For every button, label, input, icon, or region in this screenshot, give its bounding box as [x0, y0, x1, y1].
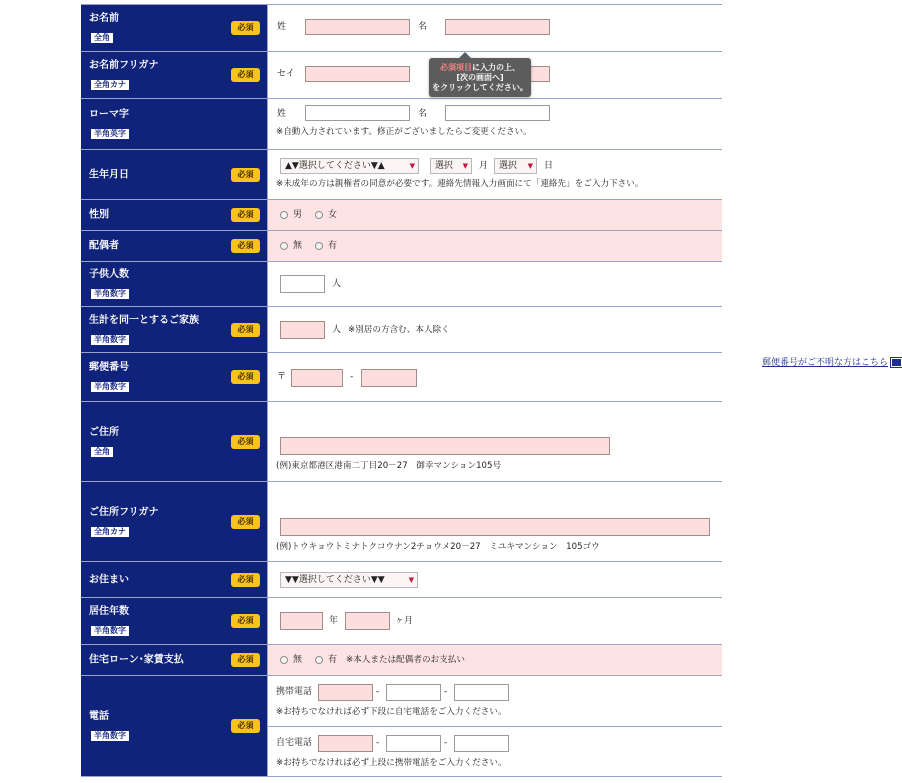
era-year-select[interactable] [280, 158, 419, 174]
row-sex [81, 200, 722, 231]
required-badge: 必須 [231, 168, 260, 182]
radio-spouse-no[interactable] [280, 242, 288, 250]
required-badge: 必須 [231, 208, 260, 222]
radio-male[interactable] [280, 211, 288, 219]
field-label: 性別 [89, 209, 109, 221]
month-unit: 月 [479, 161, 489, 171]
label-cell [81, 99, 267, 149]
sei-kana-label: セイ [277, 69, 295, 79]
home-phone-label: 自宅電話 [276, 738, 313, 748]
value-cell [267, 353, 889, 401]
day-select[interactable] [494, 158, 537, 174]
value-cell [267, 262, 722, 306]
home-phone-section [268, 727, 722, 777]
sei-label: 姓 [277, 22, 287, 32]
value-cell [267, 150, 722, 199]
row-children [81, 262, 722, 307]
required-badge: 必須 [231, 21, 260, 35]
radio-female-label: 女 [328, 210, 338, 220]
required-badge: 必須 [231, 239, 260, 253]
label-cell [81, 52, 267, 98]
row-household [81, 307, 722, 353]
household-unit: 人 [332, 325, 342, 335]
chevron-down-icon: ▼ [527, 162, 533, 170]
household-count-input[interactable] [280, 321, 325, 339]
row-address-kana [81, 482, 722, 562]
registration-form [81, 4, 889, 777]
row-housing [81, 562, 722, 598]
value-cell [267, 307, 722, 352]
input-type-tag: 半角英字 [91, 129, 129, 139]
residence-years-input[interactable] [280, 612, 323, 630]
label-cell [81, 150, 267, 199]
tooltip-highlight: 必須項目 [440, 63, 472, 72]
children-count-input[interactable] [280, 275, 325, 293]
value-cell [267, 676, 722, 776]
row-postal [81, 353, 889, 402]
months-unit: ヶ月 [395, 616, 414, 626]
required-badge: 必須 [231, 515, 260, 529]
field-label: ご住所フリガナ [89, 506, 159, 518]
field-label: 住宅ローン･家賃支払 [89, 654, 184, 666]
label-cell [81, 676, 267, 776]
birth-note: ※未成年の方は親権者の同意が必要です。連絡先情報入力画面にて「連絡先」をご入力下さい。 [276, 179, 644, 189]
required-badge: 必須 [231, 653, 260, 667]
input-type-tag: 半角数字 [91, 335, 129, 345]
chevron-down-icon: ▼ [462, 162, 468, 170]
romaji-note: ※自動入力されています。修正がございましたらご変更ください。 [276, 127, 532, 137]
loan-note: ※本人または配偶者のお支払い [346, 655, 465, 665]
housing-select-value: ▼▼選択してください▼▼ [285, 575, 385, 585]
address-input[interactable] [280, 437, 610, 455]
label-cell [81, 262, 267, 306]
housing-select[interactable] [280, 572, 418, 588]
radio-loan-yes-label: 有 [328, 655, 338, 665]
label-cell [81, 231, 267, 261]
address-example: (例)東京都港区港南二丁目20－27 御幸マンション105号 [276, 461, 502, 471]
required-badge: 必須 [231, 614, 260, 628]
row-phone [81, 676, 722, 777]
value-cell [267, 482, 722, 561]
value-cell [267, 99, 722, 149]
address-kana-example: (例)トウキョウトミナトクコウナン2チョウメ20－27 ミユキマンション 105ゴウ [276, 542, 600, 552]
value-cell [267, 200, 722, 230]
field-label: 生計を同一とするご家族 [89, 314, 199, 326]
last-name-input[interactable] [305, 19, 410, 35]
postal-lookup-link[interactable] [762, 357, 902, 369]
value-cell [267, 645, 722, 675]
value-cell [267, 5, 722, 51]
row-name [81, 5, 722, 52]
label-cell [81, 200, 267, 230]
home-phone-part2-input[interactable] [386, 735, 441, 752]
radio-spouse-yes[interactable] [315, 242, 323, 250]
mobile-phone-label: 携帯電話 [276, 687, 313, 697]
field-label: お住まい [89, 574, 129, 585]
field-label: 電話 [89, 711, 109, 722]
row-loan [81, 645, 722, 676]
last-name-romaji-input[interactable] [305, 105, 410, 121]
chevron-down-icon: ▼ [408, 576, 414, 584]
month-select[interactable] [430, 158, 472, 174]
mobile-phone-note: ※お持ちでなければ必ず下段に自宅電話をご入力ください。 [276, 707, 507, 717]
required-badge: 必須 [231, 719, 260, 733]
row-birth [81, 150, 722, 200]
last-name-kana-input[interactable] [305, 66, 410, 82]
mei-label: 名 [418, 109, 428, 119]
home-phone-part3-input[interactable] [454, 735, 509, 752]
phone-separator: - [376, 687, 380, 697]
postal-code-first-input[interactable] [291, 369, 343, 387]
tooltip-line3: をクリックしてください。 [432, 83, 528, 92]
row-romaji [81, 99, 722, 150]
label-cell [81, 482, 267, 561]
first-name-input[interactable] [445, 19, 550, 35]
postal-separator: - [350, 372, 354, 382]
label-cell [81, 307, 267, 352]
input-type-tag: 半角数字 [91, 289, 129, 299]
tooltip-line1: に入力の上、 [472, 63, 520, 72]
field-label: お名前フリガナ [89, 60, 159, 71]
tooltip-line2: [次の画面へ] [456, 73, 504, 82]
field-label: 居住年数 [89, 606, 129, 617]
input-type-tag: 全角カナ [91, 527, 129, 537]
input-type-tag: 全角 [91, 447, 113, 457]
home-phone-part1-input[interactable] [318, 735, 373, 752]
value-cell [267, 402, 722, 481]
postal-code-second-input[interactable] [361, 369, 417, 387]
window-icon [891, 358, 902, 367]
field-label: 子供人数 [89, 269, 129, 280]
mobile-phone-section [268, 676, 722, 727]
day-select-value: 選択 [499, 161, 518, 171]
row-years [81, 598, 722, 645]
row-address [81, 402, 722, 482]
mobile-phone-part2-input[interactable] [386, 684, 441, 701]
input-type-tag: 半角数字 [91, 731, 129, 741]
phone-separator: - [444, 687, 448, 697]
postal-prefix: 〒 [277, 372, 287, 382]
input-type-tag: 半角数字 [91, 382, 129, 392]
required-badge: 必須 [231, 370, 260, 384]
label-cell [81, 645, 267, 675]
day-unit: 日 [544, 161, 554, 171]
required-tooltip [429, 58, 531, 97]
required-badge: 必須 [231, 435, 260, 449]
radio-female[interactable] [315, 211, 323, 219]
input-type-tag: 半角数字 [91, 626, 129, 636]
sei-label: 姓 [277, 109, 287, 119]
residence-months-input[interactable] [345, 612, 390, 630]
field-label: 郵便番号 [89, 362, 129, 373]
radio-loan-yes[interactable] [315, 656, 323, 664]
phone-separator: - [444, 738, 448, 748]
label-cell [81, 562, 267, 597]
first-name-romaji-input[interactable] [445, 105, 550, 121]
label-cell [81, 402, 267, 481]
label-cell [81, 353, 267, 401]
household-note: ※別居の方含む、本人除く [348, 325, 450, 335]
phone-separator: - [376, 738, 380, 748]
radio-spouse-no-label: 無 [293, 241, 303, 251]
radio-loan-no[interactable] [280, 656, 288, 664]
required-badge: 必須 [231, 323, 260, 337]
value-cell [267, 562, 722, 597]
children-unit: 人 [332, 279, 342, 289]
input-type-tag: 全角カナ [91, 80, 129, 90]
field-label: 配偶者 [89, 240, 119, 252]
years-unit: 年 [329, 616, 339, 626]
label-cell [81, 598, 267, 644]
label-cell [81, 5, 267, 51]
radio-male-label: 男 [293, 210, 303, 220]
value-cell [267, 231, 722, 261]
field-label: ご住所 [89, 426, 119, 438]
mei-label: 名 [418, 22, 428, 32]
radio-spouse-yes-label: 有 [328, 241, 338, 251]
required-badge: 必須 [231, 68, 260, 82]
home-phone-note: ※お持ちでなければ必ず上段に携帯電話をご入力ください。 [276, 758, 507, 768]
mobile-phone-part1-input[interactable] [318, 684, 373, 701]
radio-loan-no-label: 無 [293, 655, 303, 665]
required-badge: 必須 [231, 573, 260, 587]
address-kana-input[interactable] [280, 518, 710, 536]
row-kana [81, 52, 722, 99]
row-spouse [81, 231, 722, 262]
era-year-select-value: ▲▼選択してください▼▲ [285, 161, 385, 171]
input-type-tag: 全角 [91, 33, 113, 43]
month-select-value: 選択 [435, 161, 454, 171]
field-label: 生年月日 [89, 169, 129, 180]
value-cell [267, 598, 722, 644]
postal-lookup-link-text: 郵便番号がご不明な方はこちら [762, 358, 889, 368]
mobile-phone-part3-input[interactable] [454, 684, 509, 701]
chevron-down-icon: ▼ [409, 162, 415, 170]
field-label: お名前 [89, 13, 119, 24]
field-label: ローマ字 [89, 109, 129, 120]
